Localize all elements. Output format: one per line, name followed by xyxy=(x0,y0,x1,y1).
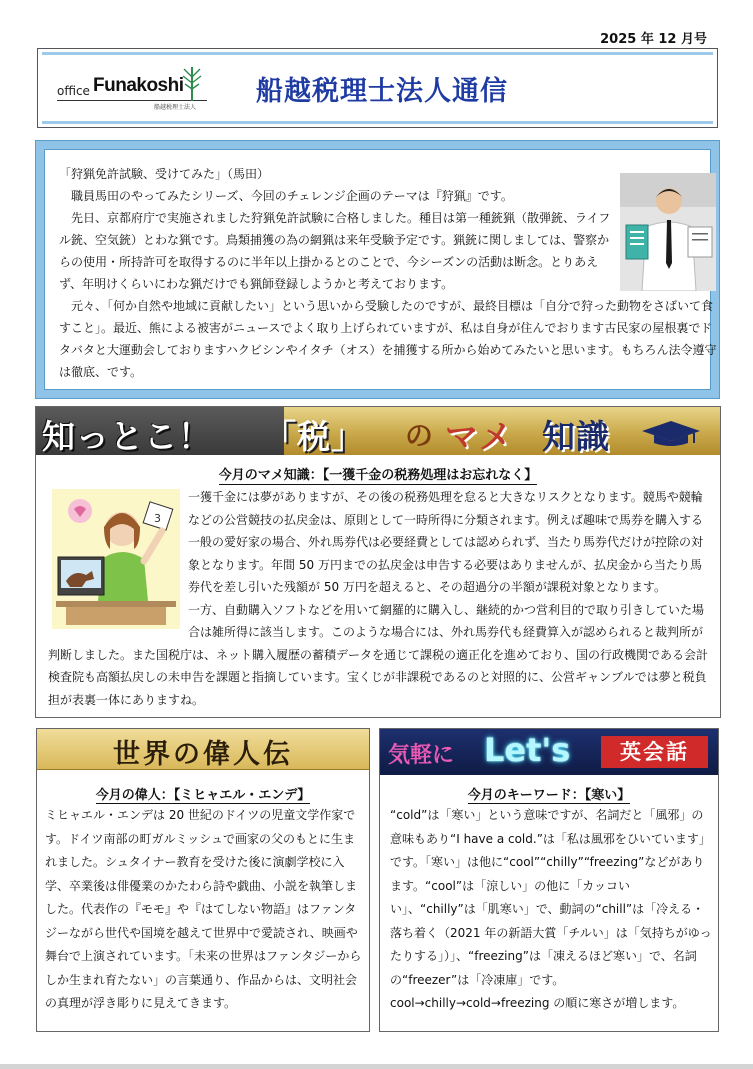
english-banner xyxy=(380,729,718,775)
logo-plant-icon xyxy=(180,63,204,101)
article-hunting-paragraph: 先日、京都府庁で実施されました狩猟免許試験に合格しました。種目は第一種銃猟（散弾銃、ライフル銃、空気銃）とわな猟です。鳥類捕獲の為の網猟は来年受験予定です。猟銃に関しましては、警察からの使用・所持許可を取得するのに半年以上掛かるとのことで、今シーズンの活動は断念。とりあえず、年明けくらいにわな猟だけでも猟師登録しようかと考えております。 xyxy=(59,211,611,291)
great-people-body: ミヒャエル・エンデは 20 世紀のドイツの児童文学作家です。ドイツ南部の町ガルミッシュで画家の父のもとに生まれました。シュタイナー教育を受けた後に演劇学校に入学、卒業後は俳優業のかたわら詩や戯曲、小説を執筆しました。代表作の『モモ』や『はてしない物語』はファンタジーながら世代や国境を越えて世界中で愛読され、映画や舞台で上演されています。「未来の世界はファンタジーからしか生まれ育たない」の言葉通り、作品からは、文明社会の真理が浮き彫りに見えてきます。 xyxy=(45,808,362,1010)
tax-trivia-section xyxy=(35,406,721,718)
english-body: “cold”は「寒い」という意味ですが、名詞だと「風邪」の意味もあり“I have a cold.”は「私は風邪をひいています」です。「寒い」は他に“cool”“chilly”“freezing”などがあります。“cool”は「涼しい」の他に「カッコいい」、“chilly”は「肌寒い」で、動詞の“chill”は「冷える・落ち着く（2021 年の新語大賞「チルい」は「気持ちがゆったりする」）」、“freezing”は「凍えるほど寒い」で、名詞の“freezer”は「冷凍庫」です。cool→chilly→cold→freezing の順に寒さが増します。 xyxy=(390,808,712,1010)
newsletter-header xyxy=(37,48,718,128)
great-people-heading-text: 今月の偉人：【ミヒャエル・エンデ】 xyxy=(95,788,311,803)
tax-trivia-heading xyxy=(36,464,720,483)
page-bottom-rule xyxy=(0,1064,753,1069)
tax-trivia-paragraph: 一獲千金には夢がありますが、その後の税務処理を怠ると大きなリスクとなります。競馬や競輪などの公営競技の払戻金は、原則として一時所得に分類されます。例えば趣味で馬券を購入する一般の愛好家の場合、外れ馬券代は必要経費としては認められず、当たり馬券代だけが控除の対象となります。年間 50 万円までの払戻金は申告する必要はありませんが、払戻金から当たり馬券代を差し引いた残額が 50 万円を超えると、その超過分の半額が課税対象となります。 xyxy=(188,490,704,594)
newsletter-title: 船越税理士法人通信 xyxy=(256,76,508,107)
banner-text-no: の xyxy=(405,419,435,452)
tax-trivia-body xyxy=(48,486,710,711)
header-rule-bottom xyxy=(42,121,713,124)
banner-text-zei: 「税」 xyxy=(263,417,365,455)
header-rule-top xyxy=(42,52,713,55)
issue-date: 2025 年 12 月号 xyxy=(600,32,707,47)
banner-text-shittoko: 知っとこ！ xyxy=(42,417,212,455)
article-hunting-panel xyxy=(44,149,717,390)
english-banner-lets: Let's xyxy=(484,731,571,769)
article-hunting-title: 「狩猟免許試験、受けてみた」（馬田） xyxy=(59,167,270,181)
logo-name-text: Funakoshi xyxy=(93,75,184,96)
article-hunting-paragraph: 元々、「何か自然や地域に貢献したい」という思いから受験したのですが、最終目標は「自分で狩った動物をさばいて食すこと」。最近、熊による被害がニュースでよく取り上げられていますが、私は自身が住んでおります古民家の屋根裏でドタバタと大運動会しておりますハクビシンやイタチ（オス）を捕獲する所から始めてみたいと思います。もちろん法令遵守は徹底、です。 xyxy=(59,299,717,379)
great-people-section xyxy=(36,728,370,1032)
english-heading-text: 今月のキーワード：【寒い】 xyxy=(467,788,631,803)
graduation-cap-icon xyxy=(640,419,702,447)
logo-office-text: office xyxy=(57,84,90,98)
english-banner-eikaiwa: 英会話 xyxy=(601,736,708,768)
article-hunting-body xyxy=(59,163,719,383)
article-hunting xyxy=(35,140,720,399)
article-hunting-paragraph: 職員馬田のやってみたシリーズ、今回のチェレンジ企画のテーマは『狩猟』です。 xyxy=(59,189,513,203)
tax-trivia-heading-text: 今月のマメ知識：【一獲千金の税務処理はお忘れなく】 xyxy=(218,468,538,483)
english-section xyxy=(379,728,719,1032)
logo-subtitle: 船越税理士法人 xyxy=(154,104,197,111)
svg-text:3: 3 xyxy=(154,512,161,525)
tax-trivia-paragraph: 一方、自動購入ソフトなどを用いて網羅的に購入し、継続的かつ営利目的で取り引きしていた場合は雑所得に該当します。このような場合には、外れ馬券代も経費算入が認められると裁判所が判断しました。また国税庁は、ネット購入履歴の蓄積データを通じて課税の適正化を進めており、国の行政機関である会計検査院も高額払戻しの未申告を課題と指摘しています。宝くじが非課税であるのと対照的に、公営ギャンブルでは夢と税負担が表裏一体にありますね。 xyxy=(48,602,709,707)
english-heading xyxy=(380,784,718,803)
horse-racing-illustration xyxy=(52,489,180,629)
great-people-banner xyxy=(37,729,369,770)
banner-text-mame: マメ xyxy=(445,417,513,455)
great-people-heading xyxy=(37,784,369,803)
tax-trivia-banner xyxy=(36,407,720,455)
great-people-banner-title: 世界の偉人伝 xyxy=(113,739,293,770)
banner-text-chishiki: 知識 xyxy=(542,417,610,455)
english-banner-kigaru: 気軽に xyxy=(388,743,455,768)
